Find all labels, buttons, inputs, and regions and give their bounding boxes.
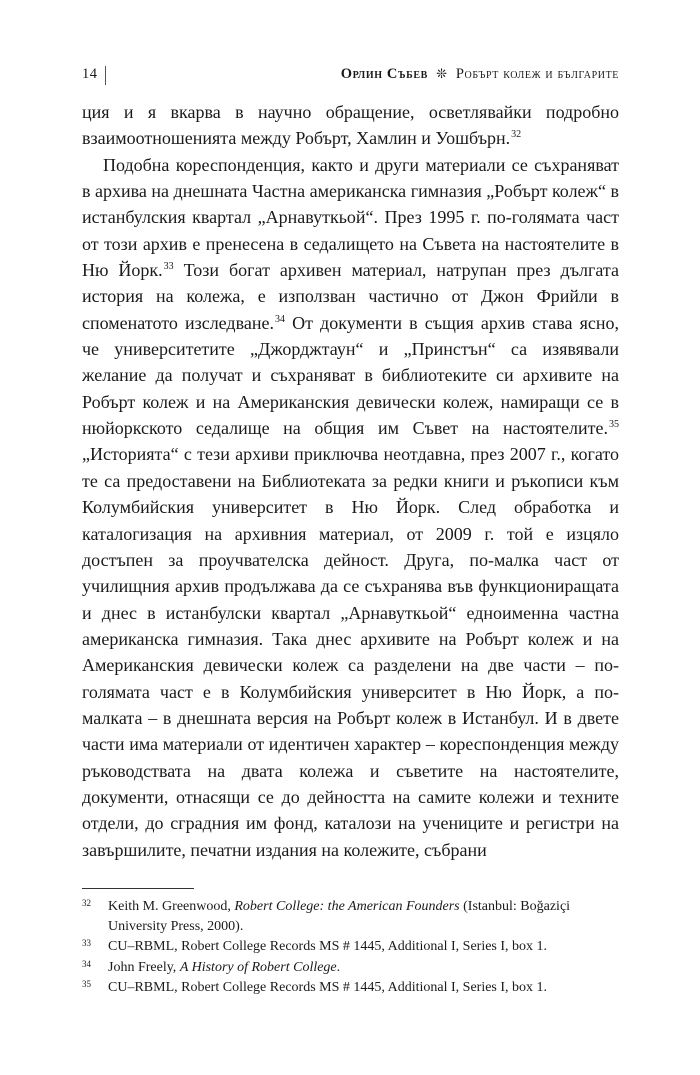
- running-head: [341, 66, 619, 83]
- footnote-ref-35: 35: [609, 419, 619, 431]
- footnote-35: [82, 978, 619, 998]
- footnote-ref-33: 33: [163, 261, 174, 273]
- paragraph-1: [82, 99, 619, 152]
- footnote-number: 33: [82, 938, 91, 949]
- footnote-number: 35: [82, 978, 91, 989]
- footnote-text: Keith M. Greenwood,: [108, 899, 235, 914]
- paragraph-text: Този богат архивен материал, натрупан през дългата история на колежа, е използван частично от Джон Фрийли в споменатото изследване.: [82, 260, 619, 333]
- header-divider: [105, 66, 106, 85]
- footnote-text: .: [336, 959, 341, 975]
- body-text: [82, 99, 619, 863]
- footnote-number: 34: [82, 958, 91, 969]
- running-header: [82, 66, 619, 88]
- ornament-icon: ❊: [436, 66, 448, 81]
- page-number: 14: [82, 66, 98, 82]
- running-head-author: Орлин Събев: [340, 66, 428, 82]
- footnote-text: CU–RBML, Robert College Records MS # 1445, Additional I, Series I, box 1.: [108, 939, 548, 955]
- footnote-number: 32: [82, 898, 91, 908]
- footnote-separator: [82, 888, 194, 889]
- paragraph-text: ция и я вкарва в научно обращение, осветлявайки подробно взаимоотношенията между Робърт, Хамлин и Уошбърн.: [82, 102, 619, 149]
- paragraph-text: От документи в същия архив става ясно, че университетите „Джорджтаун“ и „Принстън“ са изявявали желание да получат и съхраняват в библиотеките си архивите на Робърт колеж и на Американския девически колеж, намиращи се в нюйоркското седалище на общия им Съвет на настоятелите.: [82, 312, 619, 439]
- footnote-book-title: Robert College: the American Founders: [234, 899, 460, 914]
- footnote-32: [82, 897, 619, 937]
- footnote-text: (Istanbul: Boğaziçi University Press, 2000).: [108, 899, 571, 935]
- footnote-text: CU–RBML, Robert College Records MS # 1445, Additional I, Series I, box 1.: [108, 979, 548, 995]
- paragraph-2: [82, 152, 619, 863]
- footnotes: [82, 897, 619, 998]
- paragraph-text: Подобна кореспонденция, както и други материали се съхраняват в архива на днешната Частна американска гимназия „Робърт колеж“ в истанбулския квартал „Арнавуткьой“. През 1995 г. по-голямата част от този архив е пренесена в седалището на Съвета на настоятелите в Ню Йорк.: [82, 154, 619, 281]
- footnote-text: John Freely,: [108, 959, 180, 975]
- running-head-title: Робърт колеж и българите: [455, 66, 619, 82]
- paragraph-text: „Историята“ с тези архиви приключва неотдавна, през 2007 г., когато те са предоставени на Библиотеката за редки книги и ръкописи към Колумбийския университет в Ню Йорк. След обработка и каталогизация на архивния материал, от 2009 г. той е изцяло достъпен за проучвателска дейност. Друга, по-малка част от училищния архив продължава да се съхранява във функциониращата и днес в истанбулски квартал „Арнавуткьой“ едноименна частна американска гимназия. Така днес архивите на Робърт колеж и на Американския девически колеж са разделени на две части – по-голямата част е в Колумбийския университет в Ню Йорк, а по-малката – в днешната версия на Робърт колеж в Истанбул. И в двете части има материали от идентичен характер – кореспонденция между ръководствата на двата колежа и съветите на настоятелите, документи, отнасящи се до дейността на самите колежи и техните отдели, до сградния им фонд, каталози на учениците и регистри на завършилите, печатни издания на колежите, събрани: [82, 444, 619, 860]
- footnote-34: [82, 958, 619, 978]
- footnote-ref-34: 34: [274, 313, 285, 325]
- footnote-ref-32: 32: [511, 129, 522, 141]
- footnote-book-title: A History of Robert College: [179, 959, 337, 975]
- footnote-33: [82, 937, 619, 957]
